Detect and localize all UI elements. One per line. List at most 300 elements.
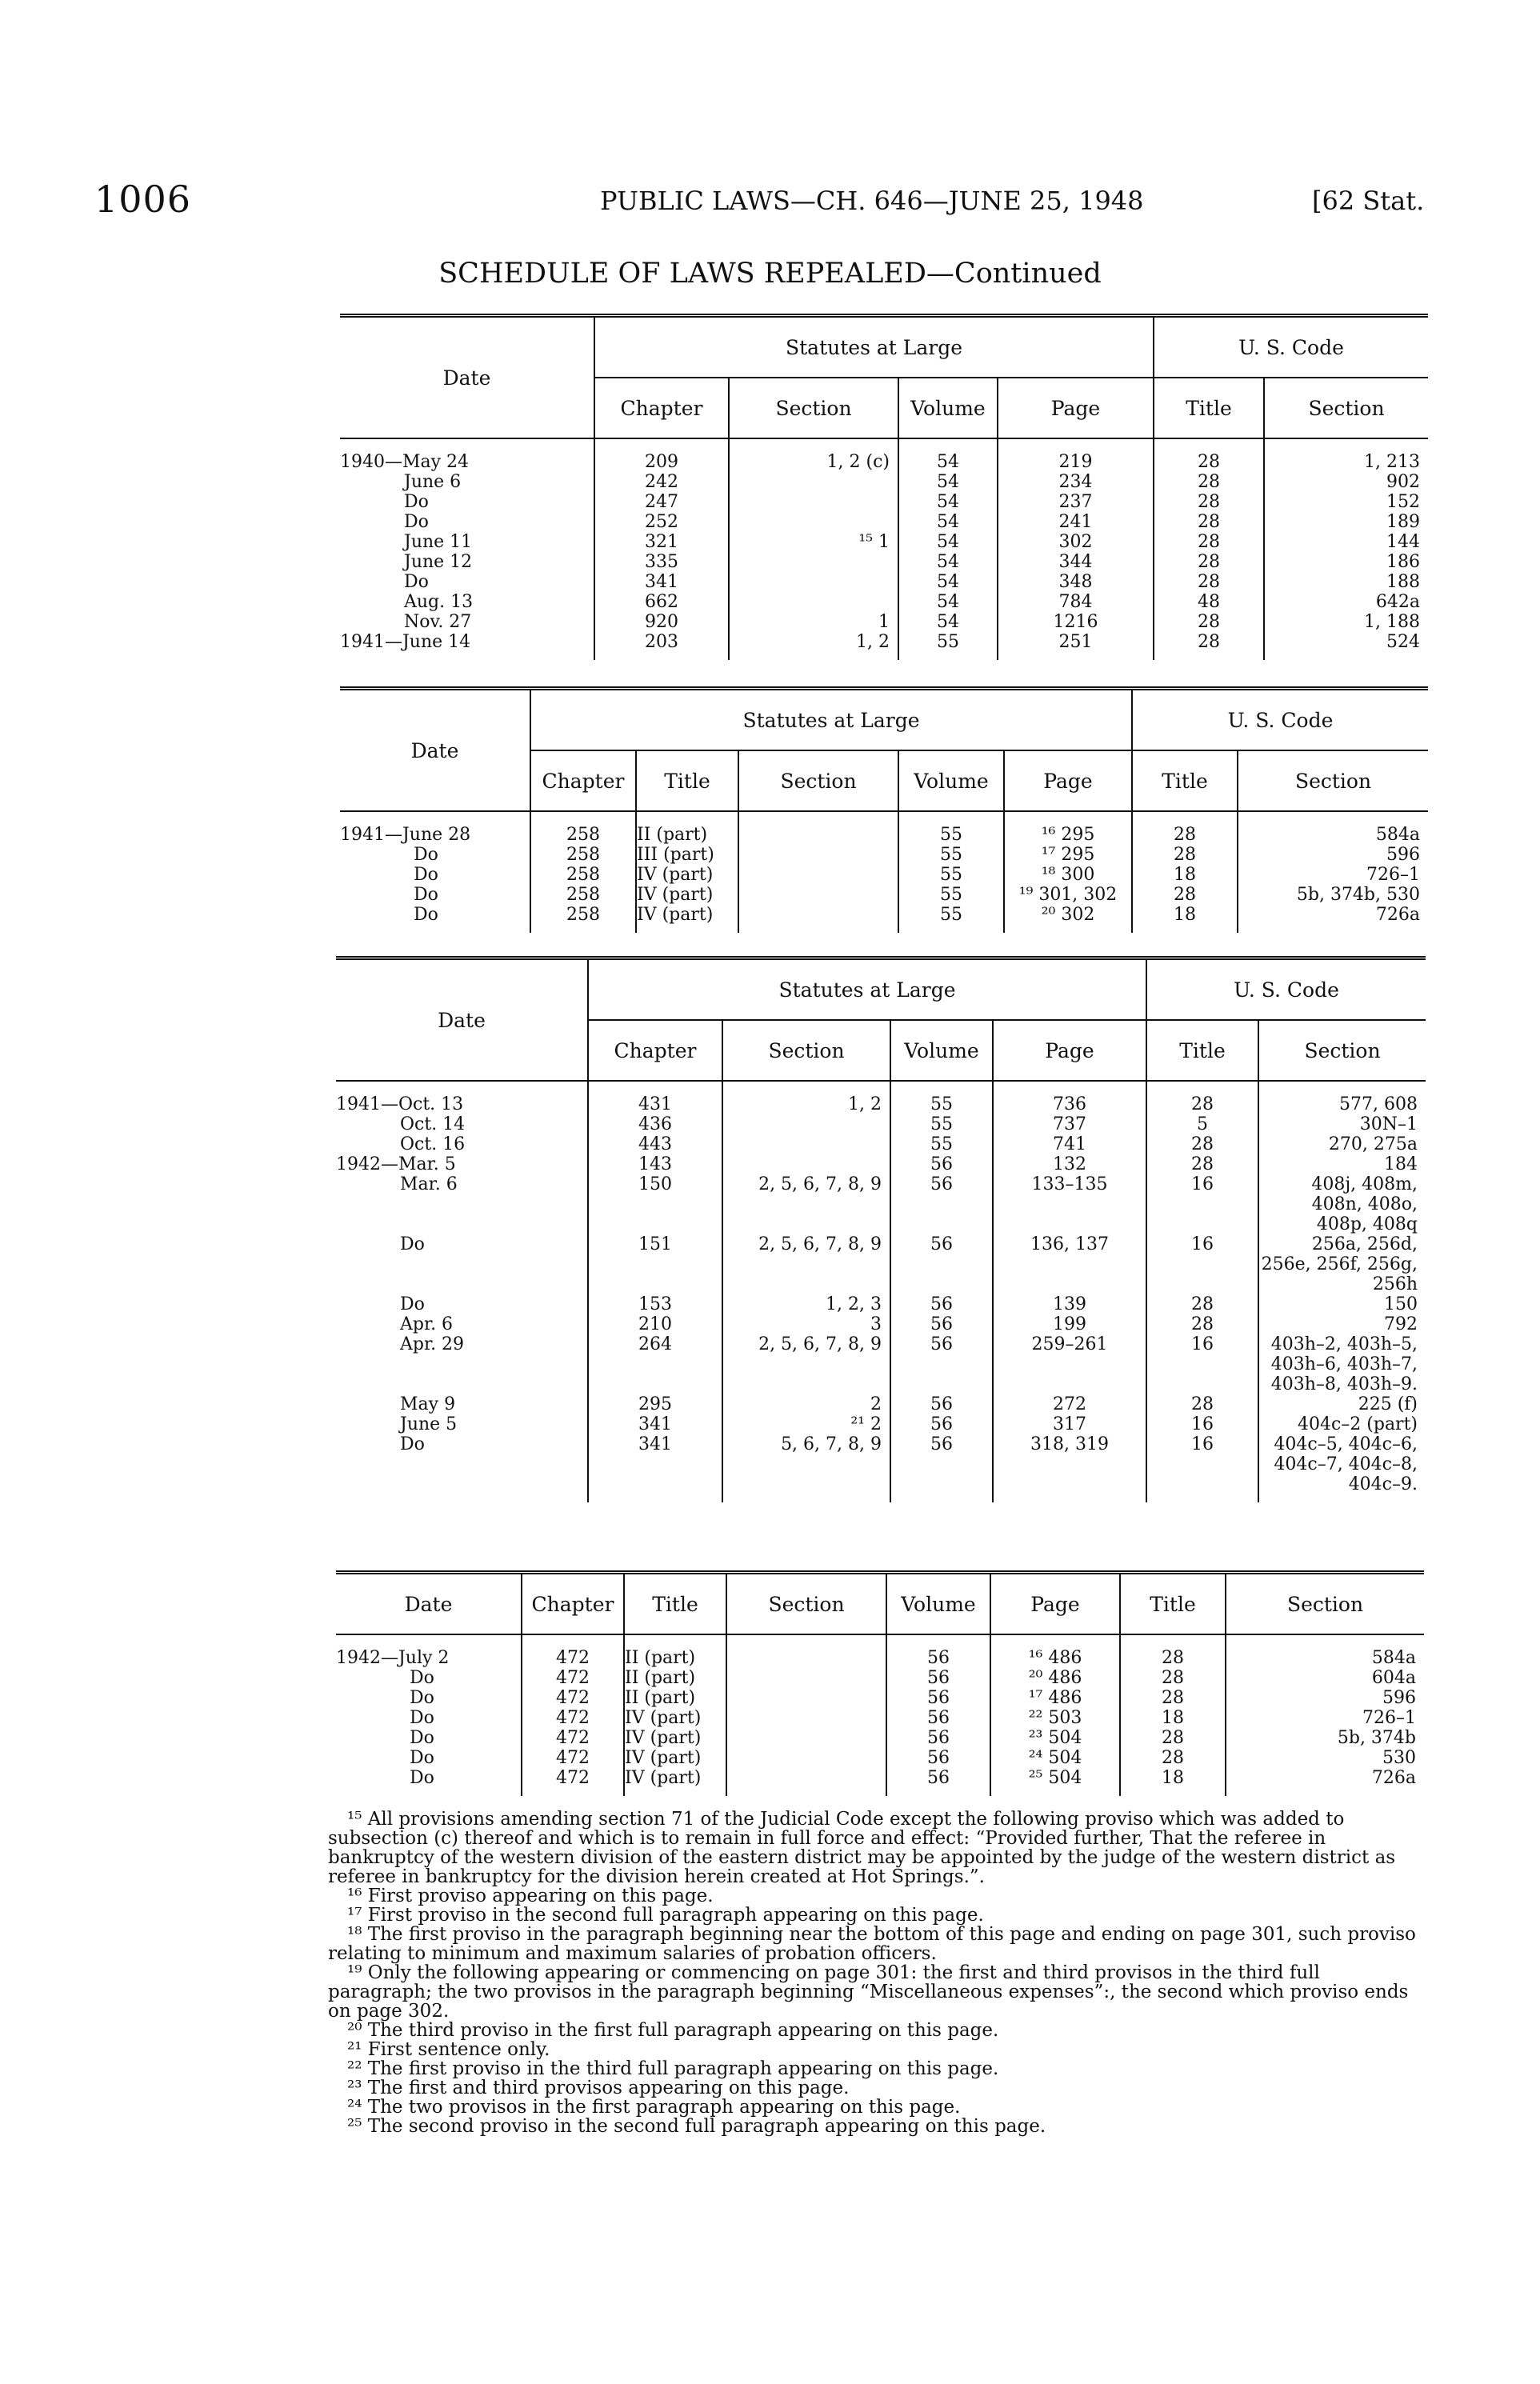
title-part-cell: II (part) <box>624 1688 726 1708</box>
title-part-cell: IV (part) <box>624 1768 726 1796</box>
volume-cell: 56 <box>890 1154 993 1174</box>
chapter-cell: 321 <box>594 532 729 552</box>
title-cell: 28 <box>1120 1728 1226 1748</box>
table-row <box>336 1174 1426 1234</box>
table-row <box>340 845 1428 865</box>
table-row <box>336 1728 1424 1748</box>
footnote: ²⁰ The third proviso in the first full paragraph appearing on this page. <box>347 2020 999 2041</box>
section-cell: 1, 2 (c) <box>729 438 898 472</box>
schedule-table-3 <box>336 956 1426 1502</box>
title-cell: 28 <box>1154 632 1264 660</box>
date-header: Date <box>340 316 594 439</box>
chapter-cell: 436 <box>588 1114 722 1134</box>
page-cell: ¹⁷ 486 <box>990 1688 1120 1708</box>
section-cell: 1, 2 <box>729 632 898 660</box>
volume-header: Volume <box>886 1573 990 1635</box>
section-cell <box>722 1114 890 1134</box>
title-part-cell: II (part) <box>636 811 738 845</box>
title-part-cell: II (part) <box>624 1668 726 1688</box>
schedule-table-2 <box>340 686 1428 933</box>
chapter-cell: 258 <box>530 905 636 933</box>
title-cell: 28 <box>1120 1688 1226 1708</box>
chapter-cell: 252 <box>594 512 729 532</box>
volume-cell: 56 <box>890 1414 993 1434</box>
section-header: Section <box>722 1020 890 1081</box>
table-row <box>336 1748 1424 1768</box>
table-row <box>336 1154 1426 1174</box>
chapter-cell: 258 <box>530 885 636 905</box>
date-cell: Apr. 6 <box>400 1314 454 1334</box>
usc-section-header: Section <box>1226 1573 1424 1635</box>
page-cell: 318, 319 <box>993 1434 1146 1502</box>
volume-header: Volume <box>898 378 998 438</box>
table-row <box>336 1134 1426 1154</box>
title-cell: 28 <box>1154 512 1264 532</box>
us-code-header: U. S. Code <box>1132 689 1428 751</box>
usc-section-cell: 188 <box>1264 572 1428 592</box>
title-cell: 28 <box>1146 1081 1258 1114</box>
us-code-header: U. S. Code <box>1146 958 1426 1021</box>
usc-section-cell: 642a <box>1264 592 1428 612</box>
section-header: Section <box>726 1573 886 1635</box>
volume-cell: 55 <box>890 1114 993 1134</box>
volume-cell: 54 <box>898 612 998 632</box>
usc-section-cell: 5b, 374b <box>1226 1728 1424 1748</box>
chapter-cell: 472 <box>522 1688 624 1708</box>
section-cell <box>726 1634 886 1668</box>
section-cell <box>726 1748 886 1768</box>
page-cell: 136, 137 <box>993 1234 1146 1294</box>
table-row <box>336 1434 1426 1502</box>
usc-section-cell: 524 <box>1264 632 1428 660</box>
section-header: Section <box>738 750 898 811</box>
usc-section-cell: 902 <box>1264 472 1428 492</box>
date-cell: Do <box>410 1688 434 1708</box>
page-cell: 272 <box>993 1394 1146 1414</box>
chapter-cell: 341 <box>588 1434 722 1502</box>
title-cell: 48 <box>1154 592 1264 612</box>
chapter-cell: 920 <box>594 612 729 632</box>
usc-section-cell: 225 (f) <box>1258 1394 1426 1414</box>
usc-section-header: Section <box>1238 750 1428 811</box>
volume-cell: 54 <box>898 552 998 572</box>
usc-section-cell: 726–1 <box>1238 865 1428 885</box>
section-cell <box>738 845 898 865</box>
section-cell <box>738 885 898 905</box>
date-cell: 1941—June 28 <box>340 825 471 845</box>
page-header: Page <box>1004 750 1132 811</box>
volume-cell: 55 <box>898 845 1004 865</box>
chapter-cell: 153 <box>588 1294 722 1314</box>
title-cell: 28 <box>1154 572 1264 592</box>
page-cell: ²⁰ 486 <box>990 1668 1120 1688</box>
chapter-cell: 295 <box>588 1394 722 1414</box>
table-row <box>336 1768 1424 1796</box>
title-cell: 28 <box>1154 472 1264 492</box>
section-cell <box>726 1728 886 1748</box>
table-row <box>336 1414 1426 1434</box>
title-cell: 16 <box>1146 1414 1258 1434</box>
section-cell <box>729 552 898 572</box>
page-cell: ¹⁸ 300 <box>1004 865 1132 885</box>
page-cell: 219 <box>998 438 1154 472</box>
section-cell: 2, 5, 6, 7, 8, 9 <box>722 1334 890 1394</box>
table-row <box>336 1234 1426 1294</box>
usc-section-cell: 256a, 256d, 256e, 256f, 256g, 256h <box>1258 1234 1426 1294</box>
title-header: Title <box>1120 1573 1226 1635</box>
table-row <box>340 811 1428 845</box>
table-row <box>336 1394 1426 1414</box>
chapter-cell: 472 <box>522 1768 624 1796</box>
date-cell: May 9 <box>400 1394 456 1414</box>
chapter-cell: 258 <box>530 845 636 865</box>
volume-cell: 56 <box>890 1314 993 1334</box>
chapter-cell: 209 <box>594 438 729 472</box>
chapter-cell: 247 <box>594 492 729 512</box>
section-cell <box>729 572 898 592</box>
table-row <box>340 472 1428 492</box>
date-cell: Oct. 16 <box>400 1134 466 1154</box>
page-header: Page <box>998 378 1154 438</box>
title-part-cell: IV (part) <box>636 885 738 905</box>
volume-cell: 56 <box>886 1668 990 1688</box>
section-cell <box>726 1688 886 1708</box>
chapter-cell: 203 <box>594 632 729 660</box>
section-cell: 1, 2 <box>722 1081 890 1114</box>
title-part-header: Title <box>624 1573 726 1635</box>
date-header: Date <box>336 958 588 1082</box>
table-row <box>336 1114 1426 1134</box>
section-header: Section <box>729 378 898 438</box>
volume-cell: 55 <box>898 865 1004 885</box>
schedule-table-4 <box>336 1570 1424 1796</box>
chapter-cell: 150 <box>588 1174 722 1234</box>
page-cell: 302 <box>998 532 1154 552</box>
usc-section-cell: 604a <box>1226 1668 1424 1688</box>
volume-cell: 56 <box>886 1768 990 1796</box>
chapter-cell: 472 <box>522 1634 624 1668</box>
usc-section-header: Section <box>1258 1020 1426 1081</box>
section-cell <box>726 1768 886 1796</box>
date-cell: Do <box>400 1234 425 1254</box>
table-row <box>336 1334 1426 1394</box>
table-2-body <box>340 811 1428 933</box>
title-cell: 18 <box>1120 1708 1226 1728</box>
chapter-cell: 472 <box>522 1728 624 1748</box>
usc-section-cell: 530 <box>1226 1748 1424 1768</box>
usc-section-cell: 1, 213 <box>1264 438 1428 472</box>
page-cell: 741 <box>993 1134 1146 1154</box>
usc-section-cell: 577, 608 <box>1258 1081 1426 1114</box>
usc-section-cell: 726a <box>1238 905 1428 933</box>
table-row <box>340 592 1428 612</box>
section-cell: 2 <box>722 1394 890 1414</box>
page-cell: ²⁴ 504 <box>990 1748 1120 1768</box>
volume-cell: 56 <box>886 1708 990 1728</box>
page-cell: 133–135 <box>993 1174 1146 1234</box>
date-cell: 1940—May 24 <box>340 452 470 472</box>
chapter-cell: 341 <box>588 1414 722 1434</box>
date-cell: Nov. 27 <box>404 612 472 632</box>
usc-section-cell: 584a <box>1238 811 1428 845</box>
table-row <box>336 1314 1426 1334</box>
table-row <box>336 1708 1424 1728</box>
volume-cell: 56 <box>890 1234 993 1294</box>
chapter-cell: 151 <box>588 1234 722 1294</box>
section-cell: 1, 2, 3 <box>722 1294 890 1314</box>
title-cell: 28 <box>1154 438 1264 472</box>
volume-cell: 55 <box>898 811 1004 845</box>
date-cell: Do <box>414 885 438 905</box>
page-header: Page <box>990 1573 1120 1635</box>
footnote: ¹⁷ First proviso in the second full paragraph appearing on this page. <box>347 1905 984 1926</box>
section-cell: ²¹ 2 <box>722 1414 890 1434</box>
title-part-cell: IV (part) <box>624 1708 726 1728</box>
statutes-at-large-header: Statutes at Large <box>530 689 1132 751</box>
usc-section-cell: 792 <box>1258 1314 1426 1334</box>
section-cell <box>722 1134 890 1154</box>
date-cell: June 6 <box>404 472 462 492</box>
usc-section-cell: 596 <box>1238 845 1428 865</box>
title-cell: 16 <box>1146 1234 1258 1294</box>
date-cell: 1941—Oct. 13 <box>336 1094 464 1114</box>
chapter-cell: 431 <box>588 1081 722 1114</box>
section-cell <box>722 1154 890 1174</box>
date-cell: Do <box>414 905 438 925</box>
table-row <box>340 632 1428 660</box>
page-cell: 344 <box>998 552 1154 572</box>
section-cell <box>729 592 898 612</box>
title-part-cell: II (part) <box>624 1634 726 1668</box>
date-cell: Do <box>404 492 429 512</box>
section-cell: 2, 5, 6, 7, 8, 9 <box>722 1234 890 1294</box>
chapter-header: Chapter <box>522 1573 624 1635</box>
usc-section-cell: 270, 275a <box>1258 1134 1426 1154</box>
page-cell: 1216 <box>998 612 1154 632</box>
footnote: ²⁵ The second proviso in the second full paragraph appearing on this page. <box>347 2116 1046 2137</box>
footnote: ¹⁹ Only the following appearing or commencing on page 301: the first and third provisos in the third full paragraph; the two provisos in the paragraph beginning “Miscellaneous expenses”:, the second which proviso ends on page 302. <box>328 1962 1409 2022</box>
usc-section-header: Section <box>1264 378 1428 438</box>
chapter-cell: 210 <box>588 1314 722 1334</box>
statutes-at-large-header: Statutes at Large <box>594 316 1154 378</box>
date-header: Date <box>336 1573 522 1635</box>
volume-header: Volume <box>890 1020 993 1081</box>
table-row <box>340 532 1428 552</box>
page-cell: 132 <box>993 1154 1146 1174</box>
date-cell: Oct. 14 <box>400 1114 466 1134</box>
title-part-cell: IV (part) <box>636 865 738 885</box>
volume-cell: 56 <box>890 1434 993 1502</box>
volume-cell: 55 <box>890 1134 993 1154</box>
page-cell: 241 <box>998 512 1154 532</box>
title-cell: 28 <box>1146 1134 1258 1154</box>
table-row <box>340 492 1428 512</box>
page-cell: 237 <box>998 492 1154 512</box>
table-row <box>340 438 1428 472</box>
volume-cell: 55 <box>890 1081 993 1114</box>
section-cell: ¹⁵ 1 <box>729 532 898 552</box>
chapter-cell: 472 <box>522 1748 624 1768</box>
volume-cell: 56 <box>890 1334 993 1394</box>
chapter-cell: 341 <box>594 572 729 592</box>
page-cell: ¹⁶ 295 <box>1004 811 1132 845</box>
footnote: ¹⁶ First proviso appearing on this page. <box>347 1886 714 1906</box>
chapter-cell: 662 <box>594 592 729 612</box>
volume-cell: 54 <box>898 438 998 472</box>
title-cell: 28 <box>1154 532 1264 552</box>
volume-cell: 56 <box>886 1728 990 1748</box>
page-number: 1006 <box>94 178 192 221</box>
page-cell: 234 <box>998 472 1154 492</box>
chapter-cell: 264 <box>588 1334 722 1394</box>
volume-cell: 54 <box>898 492 998 512</box>
page-cell: ²⁵ 504 <box>990 1768 1120 1796</box>
date-cell: Do <box>410 1768 434 1788</box>
page-cell: 317 <box>993 1414 1146 1434</box>
title-part-cell: IV (part) <box>624 1728 726 1748</box>
date-cell: Do <box>410 1748 434 1768</box>
section-cell <box>729 492 898 512</box>
table-3-body <box>336 1081 1426 1502</box>
date-cell: Do <box>414 845 438 865</box>
title-cell: 28 <box>1154 492 1264 512</box>
page-cell: ²³ 504 <box>990 1728 1120 1748</box>
volume-cell: 55 <box>898 885 1004 905</box>
title-cell: 28 <box>1146 1314 1258 1334</box>
footnote: ²³ The first and third provisos appearing on this page. <box>347 2078 850 2098</box>
volume-cell: 56 <box>890 1394 993 1414</box>
section-cell: 2, 5, 6, 7, 8, 9 <box>722 1174 890 1234</box>
usc-section-cell: 184 <box>1258 1154 1426 1174</box>
volume-cell: 56 <box>890 1294 993 1314</box>
date-cell: Mar. 6 <box>400 1174 458 1194</box>
volume-cell: 55 <box>898 905 1004 933</box>
page-cell: ¹⁹ 301, 302 <box>1004 885 1132 905</box>
section-cell: 1 <box>729 612 898 632</box>
title-cell: 28 <box>1146 1294 1258 1314</box>
volume-cell: 54 <box>898 512 998 532</box>
title-header: Title <box>1146 1020 1258 1081</box>
date-cell: Do <box>404 572 429 592</box>
title-cell: 5 <box>1146 1114 1258 1134</box>
date-cell: June 12 <box>404 552 473 572</box>
title-header: Title <box>1132 750 1238 811</box>
usc-section-cell: 186 <box>1264 552 1428 572</box>
date-cell: Do <box>404 512 429 532</box>
footnote: ²² The first proviso in the third full paragraph appearing on this page. <box>347 2058 999 2079</box>
usc-section-cell: 403h–2, 403h–5, 403h–6, 403h–7, 403h–8, 403h–9. <box>1258 1334 1426 1394</box>
volume-cell: 54 <box>898 592 998 612</box>
title-part-header: Title <box>636 750 738 811</box>
chapter-cell: 143 <box>588 1154 722 1174</box>
title-cell: 28 <box>1132 811 1238 845</box>
chapter-cell: 443 <box>588 1134 722 1154</box>
date-cell: 1942—July 2 <box>336 1648 450 1668</box>
volume-cell: 56 <box>886 1748 990 1768</box>
title-cell: 16 <box>1146 1334 1258 1394</box>
section-cell: 5, 6, 7, 8, 9 <box>722 1434 890 1502</box>
running-head: PUBLIC LAWS—CH. 646—JUNE 25, 1948 <box>600 186 1144 216</box>
date-cell: Do <box>410 1668 434 1688</box>
usc-section-cell: 726–1 <box>1226 1708 1424 1728</box>
date-cell: Do <box>400 1294 425 1314</box>
chapter-cell: 472 <box>522 1708 624 1728</box>
title-cell: 28 <box>1132 845 1238 865</box>
date-header: Date <box>340 689 530 812</box>
page-cell: 251 <box>998 632 1154 660</box>
title-cell: 28 <box>1120 1668 1226 1688</box>
date-cell: Aug. 13 <box>404 592 474 612</box>
date-cell: June 11 <box>404 532 473 552</box>
title-part-cell: III (part) <box>636 845 738 865</box>
date-cell: 1941—June 14 <box>340 632 471 652</box>
us-code-header: U. S. Code <box>1154 316 1428 378</box>
footnote: ²¹ First sentence only. <box>347 2039 550 2060</box>
date-cell: Do <box>400 1434 425 1454</box>
section-cell <box>729 512 898 532</box>
usc-section-cell: 5b, 374b, 530 <box>1238 885 1428 905</box>
page-cell: ²⁰ 302 <box>1004 905 1132 933</box>
section-cell: 3 <box>722 1314 890 1334</box>
page-cell: 784 <box>998 592 1154 612</box>
page-cell: ¹⁶ 486 <box>990 1634 1120 1668</box>
usc-section-cell: 408j, 408m, 408n, 408o, 408p, 408q <box>1258 1174 1426 1234</box>
page-cell: 348 <box>998 572 1154 592</box>
usc-section-cell: 596 <box>1226 1688 1424 1708</box>
table-row <box>340 905 1428 933</box>
section-cell <box>738 905 898 933</box>
section-cell <box>729 472 898 492</box>
volume-cell: 54 <box>898 572 998 592</box>
chapter-cell: 472 <box>522 1668 624 1688</box>
volume-cell: 55 <box>898 632 998 660</box>
volume-cell: 56 <box>890 1174 993 1234</box>
title-part-cell: IV (part) <box>636 905 738 933</box>
statutes-at-large-header: Statutes at Large <box>588 958 1146 1021</box>
usc-section-cell: 584a <box>1226 1634 1424 1668</box>
usc-section-cell: 152 <box>1264 492 1428 512</box>
table-row <box>336 1688 1424 1708</box>
table-row <box>336 1634 1424 1668</box>
title-cell: 28 <box>1146 1394 1258 1414</box>
date-cell: Do <box>410 1708 434 1728</box>
page-header: Page <box>993 1020 1146 1081</box>
date-cell: Apr. 29 <box>400 1334 465 1354</box>
volume-cell: 54 <box>898 472 998 492</box>
footnotes <box>328 1810 1424 2136</box>
volume-cell: 54 <box>898 532 998 552</box>
title-cell: 16 <box>1146 1434 1258 1502</box>
volume-cell: 56 <box>886 1634 990 1668</box>
table-1-body <box>340 438 1428 660</box>
page-cell: ¹⁷ 295 <box>1004 845 1132 865</box>
chapter-cell: 258 <box>530 811 636 845</box>
title-cell: 28 <box>1154 552 1264 572</box>
schedule-table-1 <box>340 314 1428 660</box>
title-header: Title <box>1154 378 1264 438</box>
table-row <box>340 865 1428 885</box>
date-cell: 1942—Mar. 5 <box>336 1154 456 1174</box>
page-cell: 737 <box>993 1114 1146 1134</box>
table-row <box>336 1668 1424 1688</box>
usc-section-cell: 726a <box>1226 1768 1424 1796</box>
title-cell: 28 <box>1132 885 1238 905</box>
title-cell: 28 <box>1120 1748 1226 1768</box>
chapter-header: Chapter <box>588 1020 722 1081</box>
usc-section-cell: 404c–2 (part) <box>1258 1414 1426 1434</box>
title-part-cell: IV (part) <box>624 1748 726 1768</box>
table-row <box>340 612 1428 632</box>
